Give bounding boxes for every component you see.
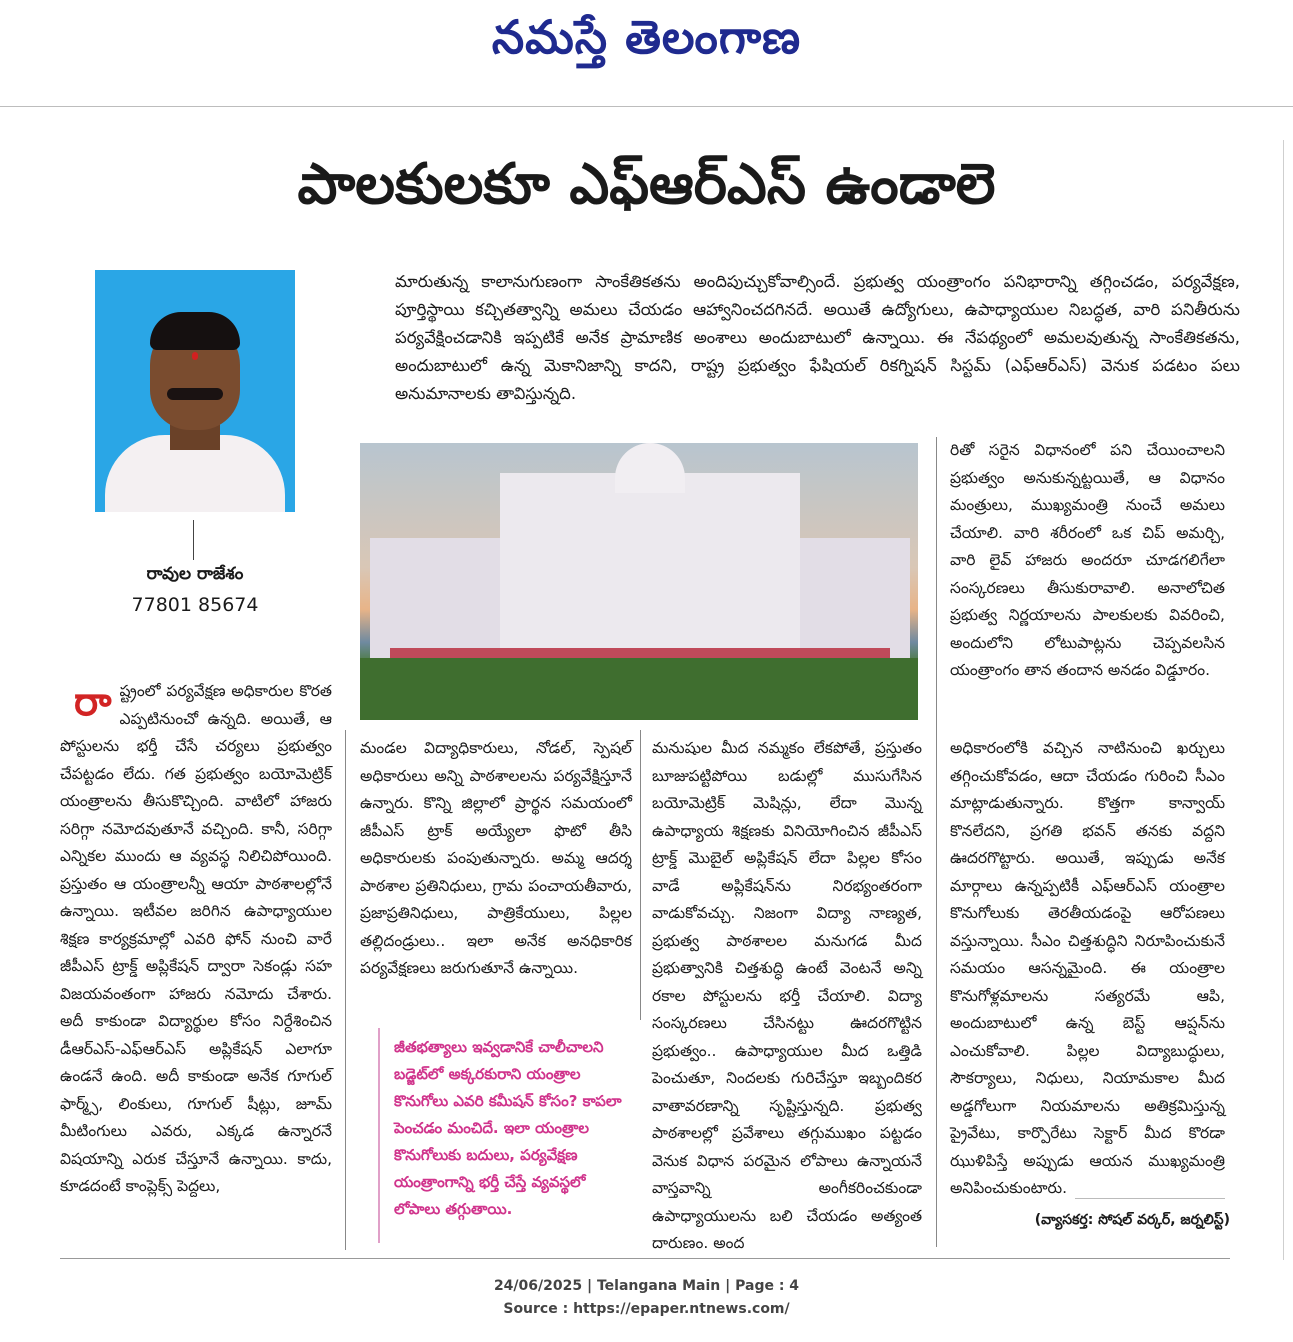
article-headline: పాలకులకూ ఎఫ్ఆర్ఎస్ ఉండాలె — [297, 152, 996, 217]
column-divider — [345, 730, 346, 1250]
dropcap: రా — [74, 679, 112, 725]
byline-separator — [1075, 1198, 1225, 1199]
column-1-text: ష్ట్రంలో పర్యవేక్షణ అధికారుల కొరత ఎప్పటినుంచో ఉన్నది. అయితే, ఆ పోస్టులను భర్తీ చేసే చర్యలు ప్రభుత్వం చేపట్టడం లేదు. గత ప్రభుత్వం బయోమెట్రిక్ యంత్రాలను తీసుకొచ్చింది. వాటిలో హాజరు సరిగ్గా నమోదవుతూనే వచ్చింది. కానీ, సరిగ్గా ఎన్నికల ముందు ఆ వ్యవస్థ నిలిచిపోయింది. ప్రస్తుతం ఆ యంత్రాలన్నీ ఆయా పాఠశాలల్లోనే ఉన్నాయి. ఇటీవల జరిగిన ఉపాధ్యాయుల శిక్షణ కార్యక్రమాల్లో ఎవరి ఫోన్ నుంచి వారే జీపీఎస్ ట్రాక్డ్ అప్లికేషన్ ద్వారా సెకండ్లు సహ విజయవంతంగా హాజరు నమోదు చేశారు. అదీ కాకుండా విద్యార్థుల కోసం నిర్దేశించిన డీఆర్ఎస్-ఎఫ్ఆర్ఎస్ అప్లికేషన్ ఎలాగూ ఉండనే ఉంది. అదీ కాకుండా అనేక గూగుల్ ఫార్మ్స్, లింకులు, గూగుల్ షీట్లు, జూమ్ మీటింగులు ఎవరు, ఎక్కడ ఉన్నారనే విషయాన్ని ఎరుక చేస్తూనే ఉన్నాయి. కాదు, కూడదంటే కాంప్లెక్స్ పెద్దలు, — [60, 682, 332, 1195]
masthead-divider — [0, 106, 1293, 107]
footer-divider — [60, 1258, 1230, 1259]
pull-quote-text: జీతభత్యాలు ఇవ్వడానికే చాలీచాలని బడ్జెట్‌లో అక్కరకురాని యంత్రాల కొనుగోలు ఎవరి కమీషన్ కోసం? కాపలా పెంచడం మంచిదే. ఇలా యంత్రాల కొనుగోలుకు బదులు, పర్యవేక్షణ యంత్రాంగాన్ని భర్తీ చేస్తే వ్యవస్థలో లోపాలు తగ్గుతాయి. — [394, 1038, 622, 1218]
article-column-4-top — [950, 437, 1225, 685]
column-4-bottom-text: అధికారంలోకి వచ్చిన నాటినుంచి ఖర్చులు తగ్గించుకోవడం, ఆదా చేయడం గురించి సీఎం మాట్లాడుతున్నారు. కొత్తగా కాన్వాయ్ కొనలేదని, ప్రగతి భవన్ తనకు వద్దని ఊదరగొట్టారు. అయితే, ఇప్పుడు అనేక మార్గాలు ఉన్నప్పటికీ ఎఫ్ఆర్ఎస్ యంత్రాల కొనుగోలుకు తెరతీయడంపై ఆరోపణలు వస్తున్నాయి. సీఎం చిత్తశుద్ధిని నిరూపించుకునే సమయం ఆసన్నమైంది. ఈ యంత్రాల కొనుగోళ్లమాలను సత్యరమే ఆపి, అందుబాటులో ఉన్న బెస్ట్ ఆప్షన్‌ను ఎంచుకోవాలి. పిల్లల విద్యాబుద్ధులు, సౌకర్యాలు, నిధులు, నియామకాల మీద అడ్డగోలుగా నియమాలను అతిక్రమిస్తున్న ప్రైవేటు, కార్పొరేటు సెక్టార్ మీద కొరడా ఝుళిపిస్తే అప్పుడు ఆయన ముఖ్యమంత్రి అనిపించుకుంటారు. — [950, 739, 1225, 1197]
column-divider — [640, 730, 641, 1020]
author-phone: 77801 85674 — [131, 594, 259, 616]
column-3-text: మనుషుల మీద నమ్మకం లేకపోతే, ప్రస్తుతం బూజుపట్టిపోయి బడుల్లో ముసుగేసిన బయోమెట్రిక్ మెషిన్లు, లేదా మొన్న ఉపాధ్యాయ శిక్షణకు వినియోగించిన జీపీఎస్ ట్రాక్డ్ మొబైల్ అప్లికేషన్ లేదా పిల్లల కోసం వాడే అప్లికేషన్‌ను నిరభ్యంతరంగా వాడుకోవచ్చు. నిజంగా విద్యా నాణ్యత, ప్రభుత్వ పాఠశాలల మనుగడ మీద ప్రభుత్వానికి చిత్తశుద్ధి ఉంటే వెంటనే అన్ని రకాల పోస్టులను భర్తీ చేయాలి. విద్యా సంస్కరణలు చేసినట్టు ఊదరగొట్టిన ప్రభుత్వం.. ఉపాధ్యాయుల మీద ఒత్తిడి పెంచుతూ, నిందలకు గురిచేస్తూ ఇబ్బందికర వాతావరణాన్ని సృష్టిస్తున్నది. ప్రభుత్వ పాఠశాలల్లో ప్రవేశాలు తగ్గుముఖం పట్టడం వెనుక విధాన పరమైన లోపాలు ఉన్నాయనే వాస్తవాన్ని అంగీకరించకుండా ఉపాధ్యాయులను బలి చేయడం అత్యంత దారుణం. అంద — [652, 739, 922, 1252]
article-column-2 — [360, 735, 632, 983]
source-url[interactable]: Source : https://epaper.ntnews.com/ — [503, 1301, 790, 1317]
pull-quote — [378, 1028, 632, 1243]
article-column-4-bottom — [950, 735, 1225, 1203]
writer-byline: (వ్యాసకర్త: సోషల్ వర్కర్, జర్నలిస్ట్) — [1034, 1212, 1230, 1228]
article-lede — [395, 268, 1240, 408]
author-name: రావుల రాజేశం — [146, 564, 244, 584]
author-connector-line — [193, 520, 194, 560]
column-divider — [936, 437, 937, 1247]
secretariat-building-photo — [360, 443, 918, 720]
page-edge-rule — [1283, 140, 1284, 1260]
column-2-text: మండల విద్యాధికారులు, నోడల్, స్పెషల్ అధికారులు అన్ని పాఠశాలలను పర్యవేక్షిస్తూనే ఉన్నారు. కొన్ని జిల్లాలో ప్రార్థన సమయంలో జీపీఎస్ ట్రాక్ అయ్యేలా ఫొటో తీసి అధికారులకు పంపుతున్నారు. అమ్మ ఆదర్శ పాఠశాల ప్రతినిధులు, గ్రామ పంచాయతీవారు, ప్రజాప్రతినిధులు, పాత్రికేయులు, పిల్లల తల్లిదండ్రులు.. ఇలా అనేక అనధికారిక పర్యవేక్షణలు జరుగుతూనే ఉన్నాయి. — [360, 739, 632, 977]
masthead — [0, 0, 1293, 108]
newspaper-logo: నమస్తే తెలంగాణ — [491, 10, 802, 64]
author-photo — [95, 270, 295, 512]
lede-text: మారుతున్న కాలానుగుణంగా సాంకేతికతను అందిపుచ్చుకోవాల్సిందే. ప్రభుత్వ యంత్రాంగం పనిభారాన్ని తగ్గించడం, పర్యవేక్షణ, పూర్తిస్థాయి కచ్చితత్వాన్ని అమలు చేయడం ఆహ్వానించదగినదే. అయితే ఉద్యోగులు, ఉపాధ్యాయుల నిబద్ధత, వారి పనితీరును పర్యవేక్షించడానికి ఇప్పటికే అనేక ప్రామాణిక అంశాలు అందుబాటులో ఉన్నాయి. ఈ నేపథ్యంలో అమలవుతున్న సాంకేతికతను, అందుబాటులో ఉన్న మెకానిజాన్ని కాదని, రాష్ట్ర ప్రభుత్వం ఫేషియల్ రికగ్నిషన్ సిస్టమ్ (ఎఫ్ఆర్ఎస్) వెనుక పడటం పలు అనుమానాలకు తావిస్తున్నది. — [395, 272, 1240, 403]
article-column-3 — [652, 735, 922, 1258]
column-4-top-text: రితో సరైన విధానంలో పని చేయించాలని ప్రభుత్వం అనుకున్నట్టయితే, ఆ విధానం మంత్రులు, ముఖ్యమంత్రి నుంచే అమలు చేయాలి. వారి శరీరంలో ఒక చిప్ అమర్చి, వారి లైవ్ హాజరు అందరూ చూడగలిగేలా సంస్కరణలు తీసుకురావాలి. అనాలోచిత ప్రభుత్వ నిర్ణయాలను పాలకులకు వివరించి, అందులోని లోటుపాట్లను చెప్పవలసిన యంత్రాంగం తాన తందాన అనడం విడ్డూరం. — [950, 441, 1225, 679]
article-column-1 — [60, 678, 332, 1201]
edition-info: 24/06/2025 | Telangana Main | Page : 4 — [493, 1278, 800, 1294]
